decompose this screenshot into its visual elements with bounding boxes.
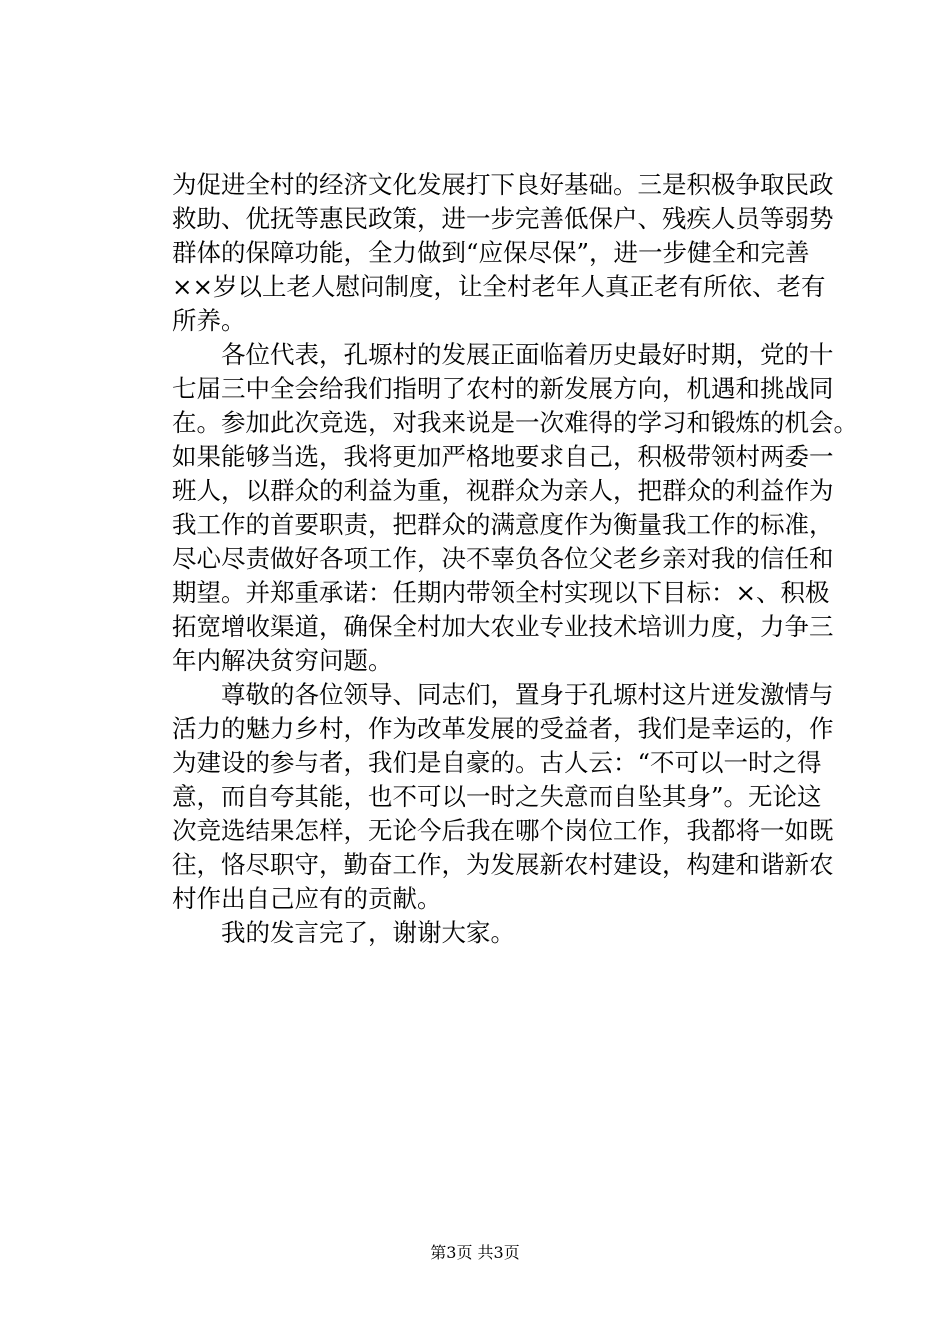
text-line: 次竞选结果怎样，无论今后我在哪个岗位工作，我都将一如既 bbox=[172, 816, 834, 845]
text-line: 为建设的参与者，我们是自豪的。古人云：“不可以一时之得 bbox=[172, 748, 822, 777]
text-line: 拓宽增收渠道，确保全村加大农业专业技术培训力度，力争三 bbox=[172, 612, 834, 641]
text-line: 所养。 bbox=[172, 306, 246, 335]
text-line: 群体的保障功能，全力做到“应保尽保”，进一步健全和完善 bbox=[172, 238, 810, 267]
text-line: ××岁以上老人慰问制度，让全村老年人真正老有所依、老有 bbox=[172, 272, 826, 301]
text-line: 如果能够当选，我将更加严格地要求自己，积极带领村两委一 bbox=[172, 442, 834, 471]
text-line: 村作出自己应有的贡献。 bbox=[172, 884, 442, 913]
text-line: 救助、优抚等惠民政策，进一步完善低保户、残疾人员等弱势 bbox=[172, 204, 834, 233]
text-line: 期望。并郑重承诺：任期内带领全村实现以下目标：×、积极 bbox=[172, 578, 830, 607]
text-line: 七届三中全会给我们指明了农村的新发展方向，机遇和挑战同 bbox=[172, 374, 834, 403]
text-line: 我工作的首要职责，把群众的满意度作为衡量我工作的标准， bbox=[172, 510, 834, 539]
page-footer: 第3页 共3页 bbox=[430, 1243, 520, 1262]
text-line: 各位代表，孔塬村的发展正面临着历史最好时期，党的十 bbox=[172, 340, 834, 369]
text-line: 在。参加此次竞选，对我来说是一次难得的学习和锻炼的机会。 bbox=[172, 408, 858, 437]
text-line: 尽心尽责做好各项工作，决不辜负各位父老乡亲对我的信任和 bbox=[172, 544, 834, 573]
text-line: 为促进全村的经济文化发展打下良好基础。三是积极争取民政 bbox=[172, 170, 834, 199]
document-body bbox=[172, 168, 858, 950]
text-line: 往，恪尽职守，勤奋工作，为发展新农村建设，构建和谐新农 bbox=[172, 850, 834, 879]
text-line: 尊敬的各位领导、同志们，置身于孔塬村这片迸发激情与 bbox=[172, 680, 834, 709]
text-line: 意，而自夸其能，也不可以一时之失意而自坠其身”。无论这 bbox=[172, 782, 822, 811]
text-line: 活力的魅力乡村，作为改革发展的受益者，我们是幸运的，作 bbox=[172, 714, 834, 743]
text-line: 年内解决贫穷问题。 bbox=[172, 646, 393, 675]
text-line: 班人，以群众的利益为重，视群众为亲人，把群众的利益作为 bbox=[172, 476, 834, 505]
text-line: 我的发言完了，谢谢大家。 bbox=[172, 918, 515, 947]
